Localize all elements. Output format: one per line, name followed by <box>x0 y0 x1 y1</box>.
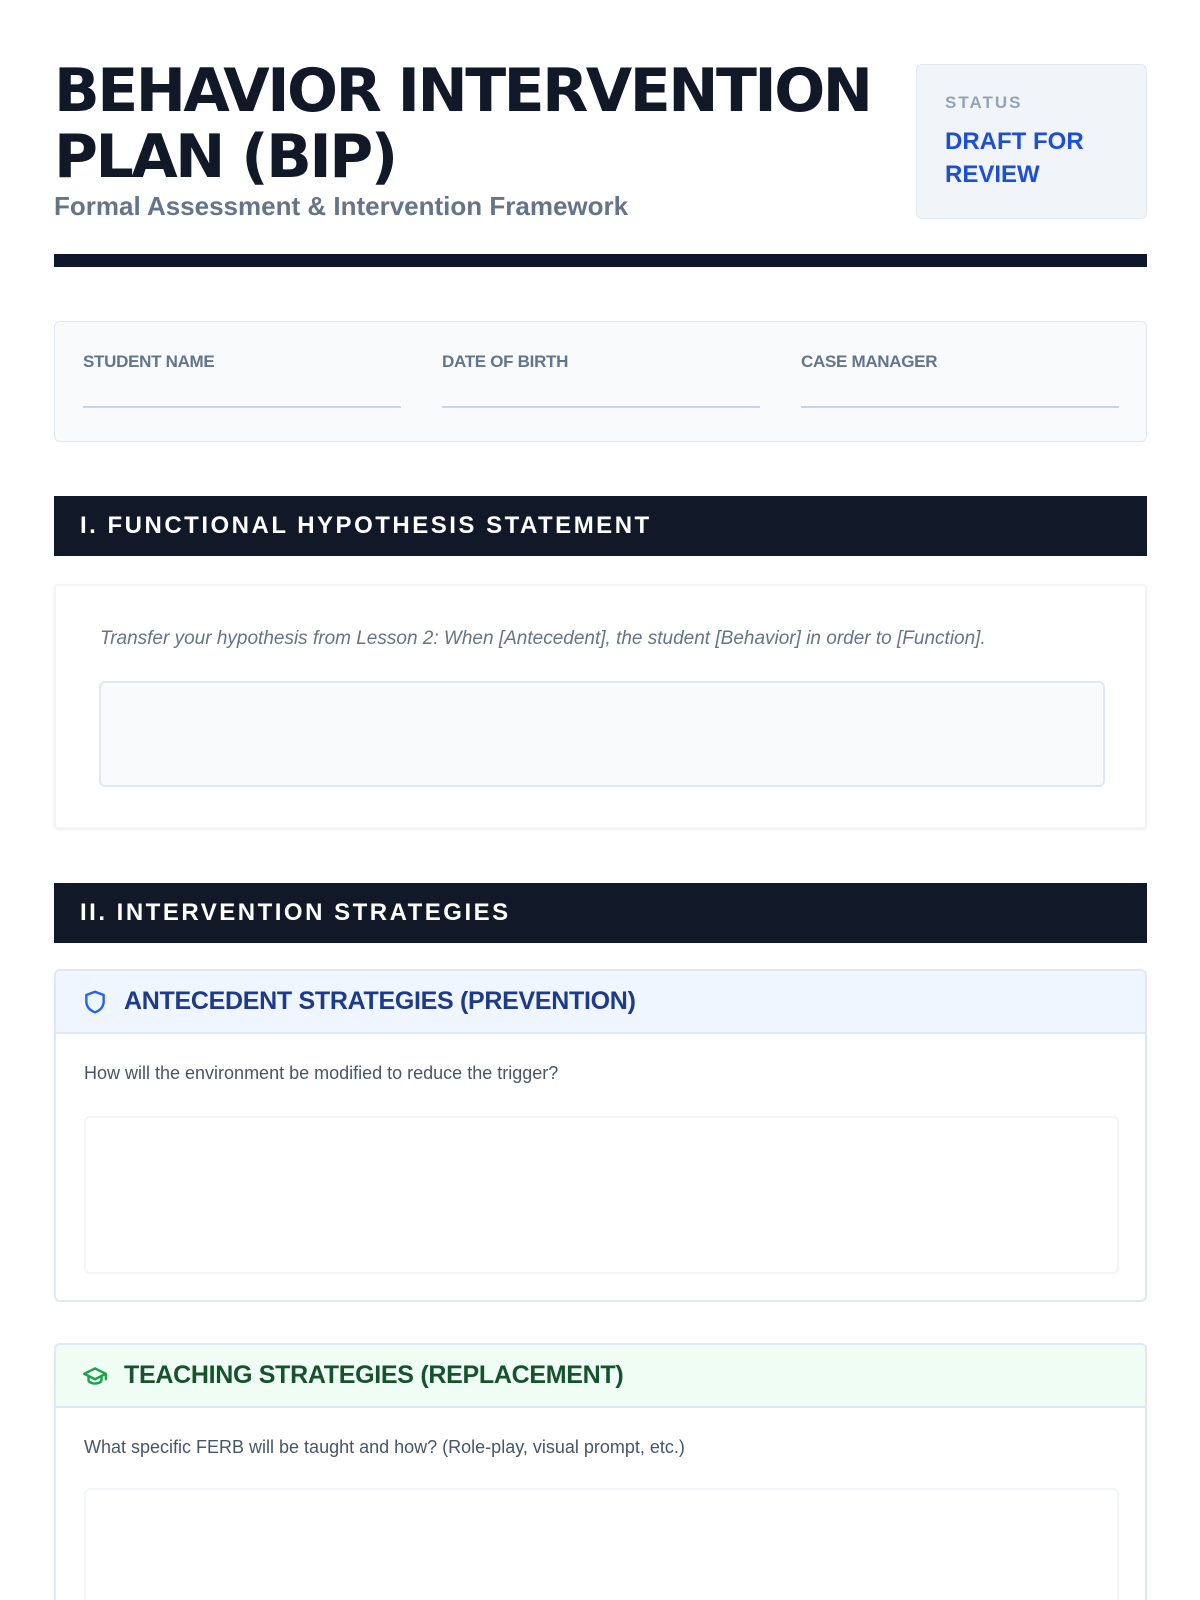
date-of-birth-field <box>442 352 760 408</box>
teaching-strategies-title: TEACHING STRATEGIES (REPLACEMENT) <box>124 1361 624 1389</box>
antecedent-input[interactable] <box>84 1116 1119 1274</box>
student-name-input[interactable] <box>83 406 401 408</box>
section-heading-strategies: II. INTERVENTION STRATEGIES <box>54 883 1147 943</box>
case-manager-input[interactable] <box>801 406 1119 408</box>
shield-icon <box>82 989 108 1015</box>
status-value: DRAFT FOR REVIEW <box>945 128 1084 188</box>
hypothesis-prompt: Transfer your hypothesis from Lesson 2: When [Antecedent], the student [Behavior] in order to [Function]. <box>100 628 986 649</box>
antecedent-strategies-title: ANTECEDENT STRATEGIES (PREVENTION) <box>124 987 636 1015</box>
section-heading-hypothesis: I. FUNCTIONAL HYPOTHESIS STATEMENT <box>54 496 1147 556</box>
case-manager-field <box>801 352 1119 408</box>
teaching-strategies-card <box>54 1343 1147 1600</box>
case-manager-label: CASE MANAGER <box>801 352 938 371</box>
date-of-birth-label: DATE OF BIRTH <box>442 352 569 371</box>
bip-page <box>54 0 1147 1457</box>
document-subtitle: Formal Assessment & Intervention Framework <box>54 191 629 221</box>
antecedent-question: How will the environment be modified to reduce the trigger? <box>84 1063 559 1083</box>
teaching-strategies-header <box>56 1345 1145 1408</box>
document-header <box>54 0 1147 270</box>
header-divider <box>54 254 1147 267</box>
status-label: STATUS <box>945 93 1023 112</box>
document-title: BEHAVIOR INTERVENTION PLAN (BIP) <box>54 56 871 192</box>
antecedent-strategies-header <box>56 971 1145 1034</box>
teaching-question: What specific FERB will be taught and how? (Role-play, visual prompt, etc.) <box>84 1437 685 1457</box>
graduation-cap-icon <box>82 1363 108 1389</box>
status-box <box>916 64 1147 219</box>
hypothesis-input[interactable] <box>99 681 1105 787</box>
date-of-birth-input[interactable] <box>442 406 760 408</box>
antecedent-strategies-card <box>54 969 1147 1302</box>
student-name-field <box>83 352 401 408</box>
hypothesis-card <box>54 584 1147 829</box>
student-info-card <box>54 321 1147 442</box>
teaching-input[interactable] <box>84 1488 1119 1600</box>
student-name-label: STUDENT NAME <box>83 352 215 371</box>
